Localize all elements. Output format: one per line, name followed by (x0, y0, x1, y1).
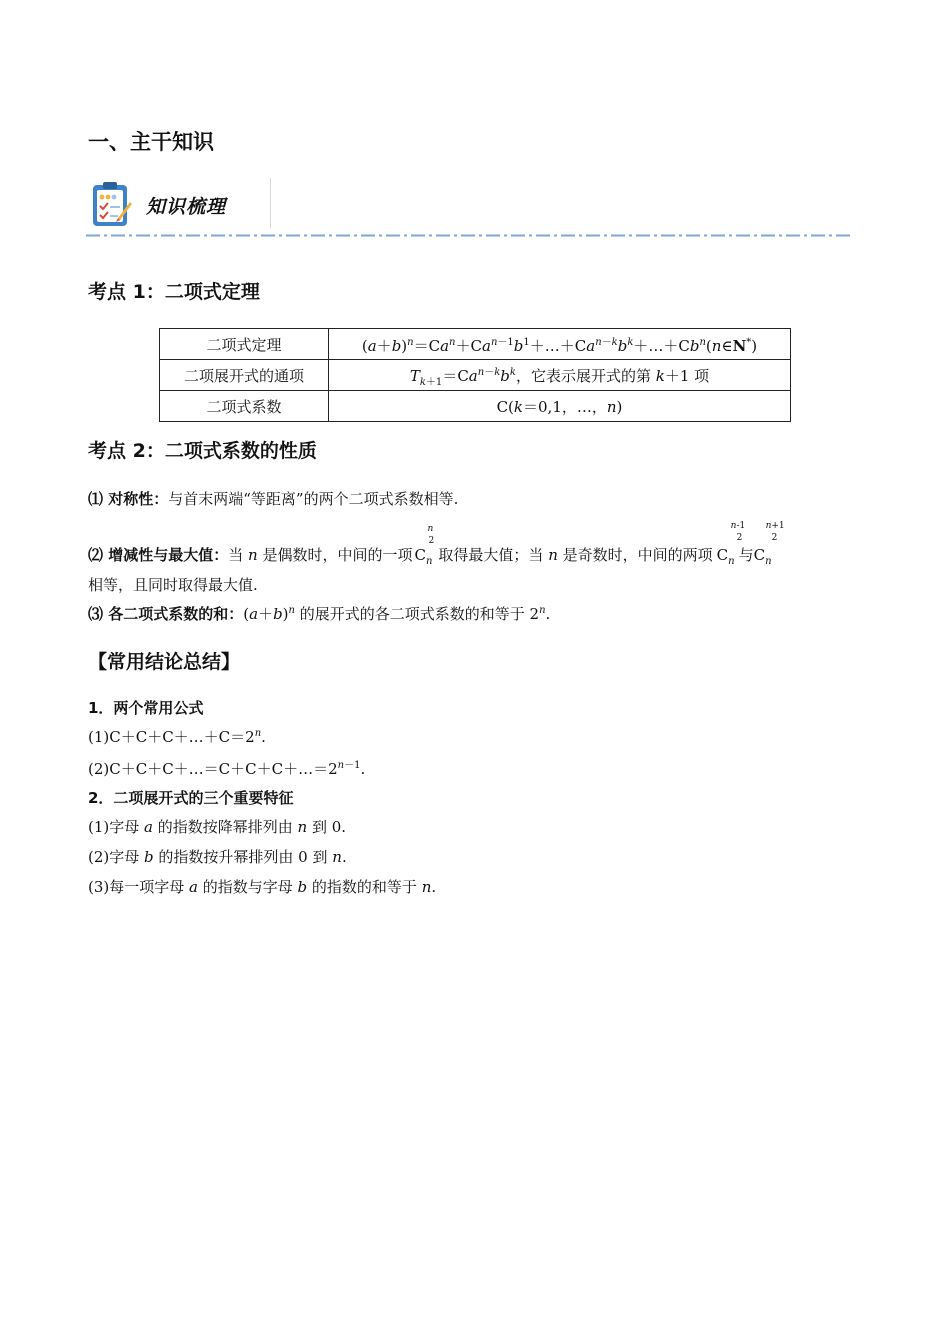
table-cell-label: 二项展开式的通项 (160, 360, 329, 391)
property-text: 与首末两端“等距离”的两个二项式系数相等. (168, 490, 459, 508)
table-cell-label: 二项式系数 (160, 391, 329, 422)
summary-heading-formulas: 1．两个常用公式 (88, 699, 204, 717)
feature-3: (3)每一项字母 a 的指数与字母 b 的指数的和等于 n. (88, 878, 437, 896)
section-title: 一、主干知识 (88, 130, 214, 154)
property-label: ⑶ 各二项式系数的和： (88, 605, 244, 623)
binomial-coefficient-left: n-1 2 $C_n$ (716, 521, 746, 567)
kp2-title: 考点 2：二项式系数的性质 (88, 440, 317, 462)
banner-label: 知识梳理 (146, 196, 227, 218)
kp1-title: 考点 1：二项式定理 (88, 281, 260, 303)
table-cell-formula: C(k＝0,1，…，n) (329, 391, 791, 422)
feature-2: (2)字母 b 的指数按升幂排列由 0 到 n. (88, 848, 347, 866)
table-cell-label: 二项式定理 (160, 329, 329, 360)
summary-title: 【常用结论总结】 (88, 651, 241, 673)
dashed-divider (86, 234, 850, 237)
summary-heading-features: 2．二项展开式的三个重要特征 (88, 789, 294, 807)
table-cell-formula: $T_{k+1}=Ca^{n-k}b^k$，它表示展开式的第 k＋1 项 (329, 360, 791, 391)
binomial-coefficient-middle: n 2 $C_n$ (414, 524, 435, 567)
knowledge-banner (86, 178, 274, 230)
table-cell-formula: $(a+b)^n=Ca^n+Ca^{n-1}b^1+\dots+Ca^{n-k}b^k+\dots+Cb^n(n\in N^*)$ (329, 329, 791, 360)
property-symmetry (88, 488, 458, 509)
formula-1: $(1)C+C+C+\dots+C=2^n$. (88, 728, 266, 746)
property-text: $(a+b)^n$ 的展开式的各二项式系数的和等于 2$^n$. (243, 605, 551, 623)
clipboard-checklist-icon (90, 180, 132, 228)
property-monotonic (88, 521, 785, 567)
table-row (160, 391, 791, 422)
feature-1: (1)字母 a 的指数按降幂排列由 n 到 0. (88, 818, 347, 836)
property-label: ⑵ 增减性与最大值： (88, 546, 229, 564)
banner-divider (270, 178, 271, 228)
table-row (160, 360, 791, 391)
binomial-coefficient-right: n+1 2 $C_n$ (753, 521, 785, 567)
formula-2: $(2)C+C+C+\dots=C+C+C+\dots=2^{n-1}$. (88, 760, 366, 778)
property-sum (88, 603, 550, 624)
property-text: 取得最大值；当 n 是奇数时，中间的两项 (438, 546, 713, 564)
table-row (160, 329, 791, 360)
property-text: 当 n 是偶数时，中间的一项 (228, 546, 413, 564)
property-label: ⑴ 对称性： (88, 490, 169, 508)
binomial-table (159, 328, 791, 422)
property-text: 与 (738, 546, 754, 564)
property-monotonic-cont: 相等，且同时取得最大值. (88, 576, 258, 594)
